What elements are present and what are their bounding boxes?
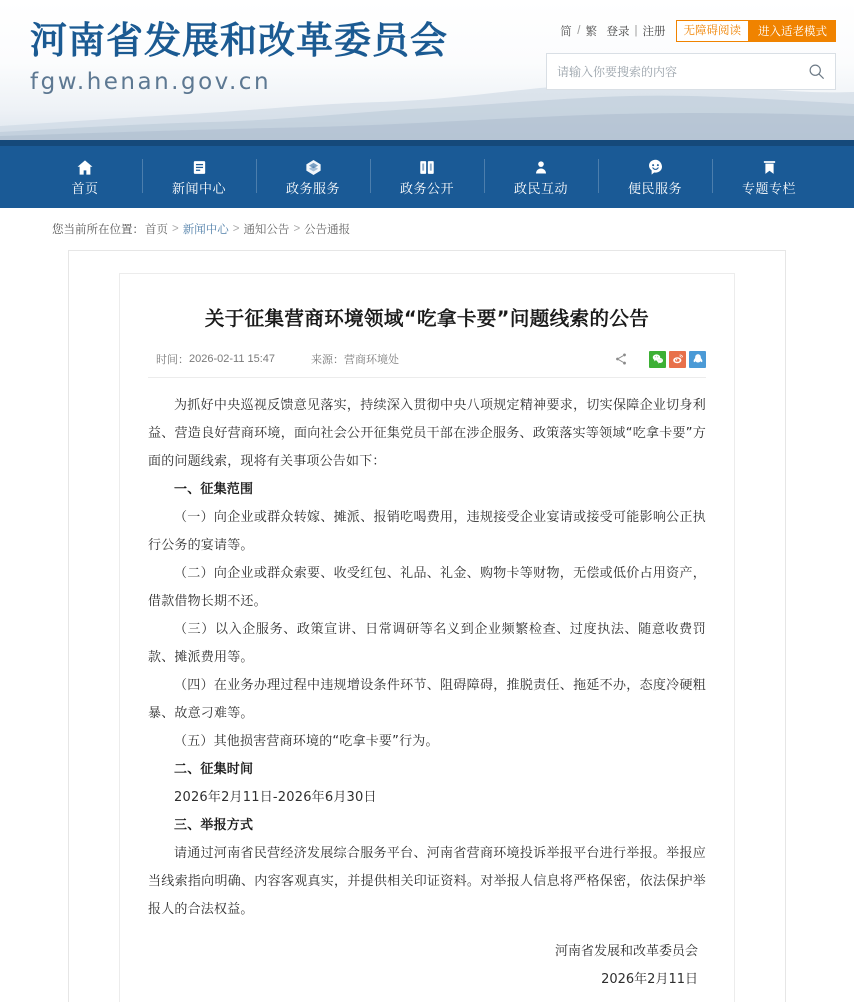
book-icon: [417, 158, 437, 178]
article-inner-box: [119, 273, 735, 1002]
page-content: [0, 250, 854, 1002]
site-header-banner: [0, 0, 854, 140]
nav-item-home[interactable]: [28, 146, 142, 208]
article-title: 关于征集营商环境领域“吃拿卡要”问题线索的公告: [204, 307, 650, 330]
nav-label: 新闻中心: [171, 180, 226, 196]
service-icon: [304, 158, 323, 178]
breadcrumb: [0, 208, 854, 250]
nav-label: 便民服务: [627, 180, 682, 196]
article-section-heading: 一、征集范围: [174, 482, 254, 497]
nav-label: 政民互动: [513, 180, 568, 196]
article-paragraph: 为抓好中央巡视反馈意见落实，持续深入贯彻中央八项规定精神要求，切实保障企业切身利益、营造良好营商环境，面向社会公开征集党员干部在涉企服务、政策落实等领域“吃拿卡要”方面的问题线索，现将有关事项公告如下：: [148, 398, 706, 469]
login-link[interactable]: 登录: [606, 26, 630, 38]
breadcrumb-lead: 您当前所在位置：: [52, 224, 144, 236]
breadcrumb-separator: >: [232, 223, 240, 235]
smile-icon: [646, 158, 665, 178]
lang-traditional-link[interactable]: 繁: [585, 26, 598, 38]
article-source-value: 营商环境处: [344, 354, 400, 366]
article-paragraph: （一）向企业或群众转嫁、摊派、报销吃喝费用，违规接受企业宴请或接受可能影响公正执行公务的宴请等。: [148, 510, 706, 553]
article-source-label: 来源：: [311, 354, 345, 366]
article-time-label: 时间：: [156, 354, 189, 366]
account-separator: |: [634, 25, 638, 37]
article-body: [148, 392, 706, 1002]
search-button[interactable]: [797, 54, 835, 89]
breadcrumb-separator: >: [172, 223, 179, 235]
nav-item-special-column[interactable]: [712, 146, 826, 208]
qq-share-icon[interactable]: [689, 351, 706, 368]
site-url: fgw.henan.gov.cn: [30, 69, 272, 95]
elder-mode-button[interactable]: 进入适老模式: [749, 20, 836, 42]
article-paragraph: （三）以入企服务、政策宣讲、日常调研等名义到企业频繁检查、过度执法、随意收费罚款、摊派费用等。: [148, 622, 706, 665]
site-search[interactable]: [546, 53, 836, 90]
article-paragraph: （二）向企业或群众索要、收受红包、礼品、礼金、购物卡等财物，无偿或低价占用资产，借款借物长期不还。: [148, 566, 706, 609]
article-meta-row: [148, 350, 706, 378]
breadcrumb-item-announcement[interactable]: 公告通报: [304, 224, 351, 236]
nav-item-public-interaction[interactable]: [484, 146, 598, 208]
signature-date: 2026年2月11日: [601, 972, 698, 987]
nav-item-government-service[interactable]: [256, 146, 370, 208]
nav-label: 政务公开: [399, 180, 454, 196]
nav-label: 政务服务: [285, 180, 340, 196]
nav-item-government-disclosure[interactable]: [370, 146, 484, 208]
header-utility-bar: [560, 20, 836, 42]
article-section-heading: 三、举报方式: [174, 818, 254, 833]
home-icon: [75, 158, 95, 178]
article-paragraph: 2026年2月11日-2026年6月30日: [174, 790, 377, 805]
site-title: 河南省发展和改革委员会: [30, 19, 448, 62]
nav-item-news-center[interactable]: [142, 146, 256, 208]
weibo-share-icon[interactable]: [669, 351, 686, 368]
share-nodes-icon[interactable]: [612, 350, 630, 368]
bookmark-icon: [761, 158, 778, 178]
main-navigation: [0, 146, 854, 208]
person-icon: [533, 158, 549, 178]
article-paragraph: （五）其他损害营商环境的“吃拿卡要”行为。: [174, 734, 439, 749]
wechat-share-icon[interactable]: [649, 351, 666, 368]
article-time-value: 2026-02-11 15:47: [189, 353, 276, 365]
site-logo[interactable]: [30, 18, 448, 96]
breadcrumb-item-home[interactable]: 首页: [145, 224, 168, 236]
breadcrumb-item-notice[interactable]: 通知公告: [243, 224, 290, 236]
nav-item-convenience-service[interactable]: [598, 146, 712, 208]
article-paragraph: 请通过河南省民营经济发展综合服务平台、河南省营商环境投诉举报平台进行举报。举报应当线索指向明确、内容客观真实，并提供相关印证资料。对举报人信息将严格保密，依法保护举报人的合法权益。: [148, 846, 706, 917]
breadcrumb-separator: >: [293, 223, 301, 235]
nav-label: 专题专栏: [741, 180, 796, 196]
search-icon: [808, 63, 825, 80]
accessible-reading-button[interactable]: 无障碍阅读: [676, 20, 750, 42]
nav-label: 首页: [71, 180, 99, 196]
article-section-heading: 二、征集时间: [174, 762, 254, 777]
lang-separator: /: [577, 25, 581, 37]
article-card: [68, 250, 786, 1002]
lang-simplified-link[interactable]: 简: [560, 26, 573, 38]
breadcrumb-item-news-center[interactable]: 新闻中心: [182, 224, 229, 236]
register-link[interactable]: 注册: [642, 26, 666, 38]
signature-gap: [148, 924, 706, 938]
news-icon: [191, 158, 208, 178]
search-input[interactable]: [547, 54, 797, 89]
signature-organization: 河南省发展和改革委员会: [554, 944, 698, 959]
article-paragraph: （四）在业务办理过程中违规增设条件环节、阻碍障碍，推脱责任、拖延不办，态度冷硬粗暴、故意刁难等。: [148, 678, 706, 721]
